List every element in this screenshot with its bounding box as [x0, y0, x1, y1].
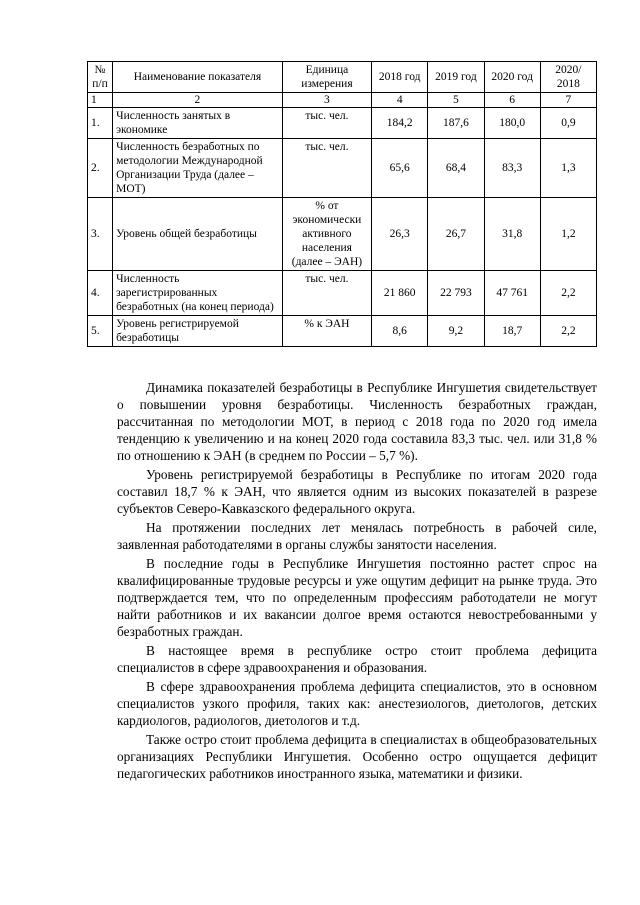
- row-value-2018: 26,3: [372, 198, 428, 271]
- row-unit: тыс. чел.: [282, 108, 371, 139]
- row-ratio: 0,9: [540, 108, 596, 139]
- row-indicator: Уровень общей безработицы: [113, 198, 283, 271]
- table-row: [88, 108, 597, 139]
- index-cell: 4: [372, 93, 428, 108]
- row-value-2018: 21 860: [372, 271, 428, 316]
- row-value-2020: 31,8: [484, 198, 540, 271]
- row-value-2018: 184,2: [372, 108, 428, 139]
- header-ratio: 2020/ 2018: [540, 62, 596, 93]
- row-unit: тыс. чел.: [282, 271, 371, 316]
- row-indicator: Уровень регистрируемой безработицы: [113, 316, 283, 347]
- row-value-2018: 8,6: [372, 316, 428, 347]
- row-ratio: 1,3: [540, 139, 596, 198]
- row-value-2018: 65,6: [372, 139, 428, 198]
- header-2018: 2018 год: [372, 62, 428, 93]
- header-unit: Единица измерения: [282, 62, 371, 93]
- row-ratio: 2,2: [540, 271, 596, 316]
- row-number: 1.: [88, 108, 113, 139]
- row-indicator: Численность занятых в экономике: [113, 108, 283, 139]
- paragraph: Также остро стоит проблема дефицита в специалистах в общеобразовательных организациях Республики Ингушетия. Особенно остро ощущается дефицит педагогических работников иностранного языка, математики и физики.: [117, 732, 597, 781]
- row-value-2019: 26,7: [428, 198, 484, 271]
- unemployment-table: [87, 61, 597, 347]
- table-row: [88, 139, 597, 198]
- paragraph: Динамика показателей безработицы в Республике Ингушетия свидетельствует о повышении уровня безработицы. Численность безработных граждан, рассчитанная по методологии МОТ, в период с 2018 года по 2020 год имела тенденцию к увеличению и на конец 2020 года составила 83,3 тыс. чел. или 31,8 % по отношению к ЭАН (в среднем по России – 5,7 %).: [117, 380, 597, 463]
- paragraph: Уровень регистрируемой безработицы в Республике по итогам 2020 года составил 18,7 % к ЭАН, что является одним из высоких показателей в разрезе субъектов Северо-Кавказского федерального округа.: [117, 467, 597, 516]
- row-value-2019: 68,4: [428, 139, 484, 198]
- row-number: 3.: [88, 198, 113, 271]
- row-value-2020: 18,7: [484, 316, 540, 347]
- row-number: 4.: [88, 271, 113, 316]
- header-number: № п/п: [88, 62, 113, 93]
- row-ratio: 1,2: [540, 198, 596, 271]
- row-unit: % от экономически активного населения (далее – ЭАН): [282, 198, 371, 271]
- header-2020: 2020 год: [484, 62, 540, 93]
- table-row: [88, 198, 597, 271]
- row-indicator: Численность безработных по методологии Международной Организации Труда (далее –МОТ): [113, 139, 283, 198]
- row-unit: % к ЭАН: [282, 316, 371, 347]
- index-cell: 3: [282, 93, 371, 108]
- body-text: [117, 379, 597, 784]
- row-value-2020: 83,3: [484, 139, 540, 198]
- header-indicator: Наименование показателя: [113, 62, 283, 93]
- index-cell: 1: [88, 93, 113, 108]
- index-cell: 5: [428, 93, 484, 108]
- table-index-row: [88, 93, 597, 108]
- row-number: 2.: [88, 139, 113, 198]
- row-value-2020: 47 761: [484, 271, 540, 316]
- row-number: 5.: [88, 316, 113, 347]
- row-value-2019: 9,2: [428, 316, 484, 347]
- table-row: [88, 316, 597, 347]
- row-value-2020: 180,0: [484, 108, 540, 139]
- paragraph: В сфере здравоохранения проблема дефицита специалистов, это в основном специалистов узкого профиля, таких как: анестезиологов, диетологов, детских кардиологов, радиологов, диетологов и т.д.: [117, 679, 597, 728]
- row-ratio: 2,2: [540, 316, 596, 347]
- paragraph: На протяжении последних лет менялась потребность в рабочей силе, заявленная работодателями в органы службы занятости населения.: [117, 520, 597, 552]
- paragraph: В настоящее время в республике остро стоит проблема дефицита специалистов в сфере здравоохранения и образования.: [117, 643, 597, 675]
- paragraph: В последние годы в Республике Ингушетия постоянно растет спрос на квалифицированные трудовые ресурсы и уже ощутим дефицит на рынке труда. Это подтверждается тем, что по определенным профессиям работодатели не могут найти работников и их вакансии долгое время остаются невостребованными у безработных граждан.: [117, 556, 597, 639]
- index-cell: 2: [113, 93, 283, 108]
- row-unit: тыс. чел.: [282, 139, 371, 198]
- index-cell: 7: [540, 93, 596, 108]
- index-cell: 6: [484, 93, 540, 108]
- row-value-2019: 187,6: [428, 108, 484, 139]
- header-2019: 2019 год: [428, 62, 484, 93]
- row-value-2019: 22 793: [428, 271, 484, 316]
- table-row: [88, 271, 597, 316]
- row-indicator: Численность зарегистрированных безработных (на конец периода): [113, 271, 283, 316]
- table-header-row: [88, 62, 597, 93]
